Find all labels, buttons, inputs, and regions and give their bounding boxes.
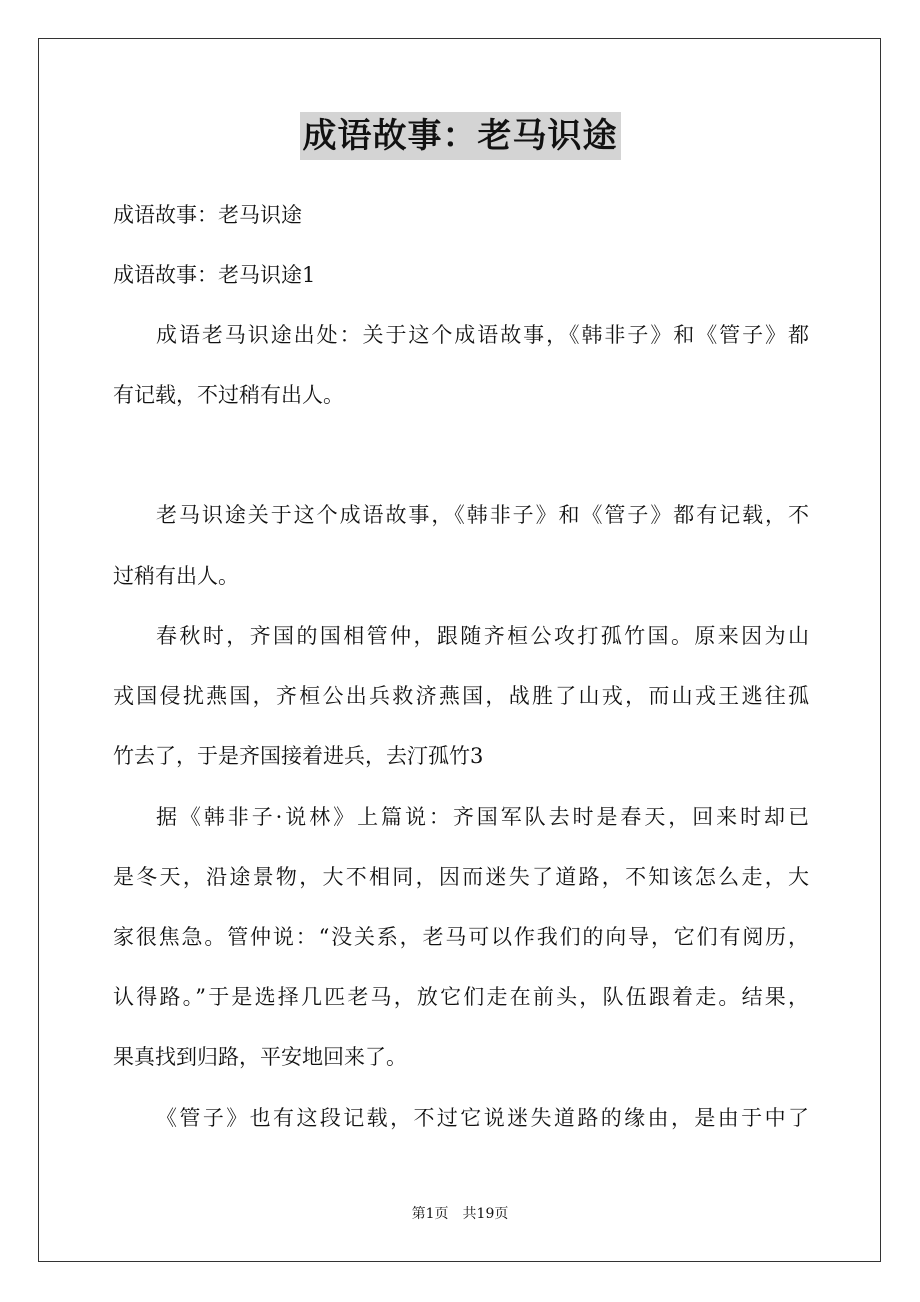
- document-title: 成语故事：老马识途: [300, 112, 621, 160]
- body-line: 成语故事：老马识途1: [113, 263, 316, 287]
- body-line: 据《韩非子·说林》上篇说：齐国军队去时是春天，回来时却已: [156, 805, 809, 829]
- body-line: 是冬天，沿途景物，大不相同，因而迷失了道路，不知该怎么走，大: [113, 865, 809, 889]
- body-line: 果真找到归路，平安地回来了。: [113, 1045, 407, 1069]
- body-line: 有记载，不过稍有出人。: [113, 383, 344, 407]
- body-line: 成语老马识途出处：关于这个成语故事，《韩非子》和《管子》都: [156, 323, 809, 347]
- body-line: 春秋时，齐国的国相管仲，跟随齐桓公攻打孤竹国。原来因为山: [156, 624, 809, 648]
- body-line: 认得路。”于是选择几匹老马，放它们走在前头，队伍跟着走。结果，: [113, 985, 809, 1009]
- body-line: 家很焦急。管仲说：“没关系，老马可以作我们的向导，它们有阅历，: [113, 925, 809, 949]
- body-line: 戎国侵扰燕国，齐桓公出兵救济燕国，战胜了山戎，而山戎王逃往孤: [113, 684, 809, 708]
- body-line: 成语故事：老马识途: [113, 203, 302, 227]
- body-line: 竹去了，于是齐国接着进兵，去汀孤竹3: [113, 744, 484, 768]
- page-footer: 第1页 共19页: [411, 1206, 509, 1222]
- body-line: 老马识途关于这个成语故事，《韩非子》和《管子》都有记载，不: [156, 503, 809, 527]
- title-container: [0, 112, 920, 160]
- body-line: 《管子》也有这段记载，不过它说迷失道路的缘由，是由于中了: [156, 1106, 809, 1130]
- body-line: 过稍有出人。: [113, 564, 239, 588]
